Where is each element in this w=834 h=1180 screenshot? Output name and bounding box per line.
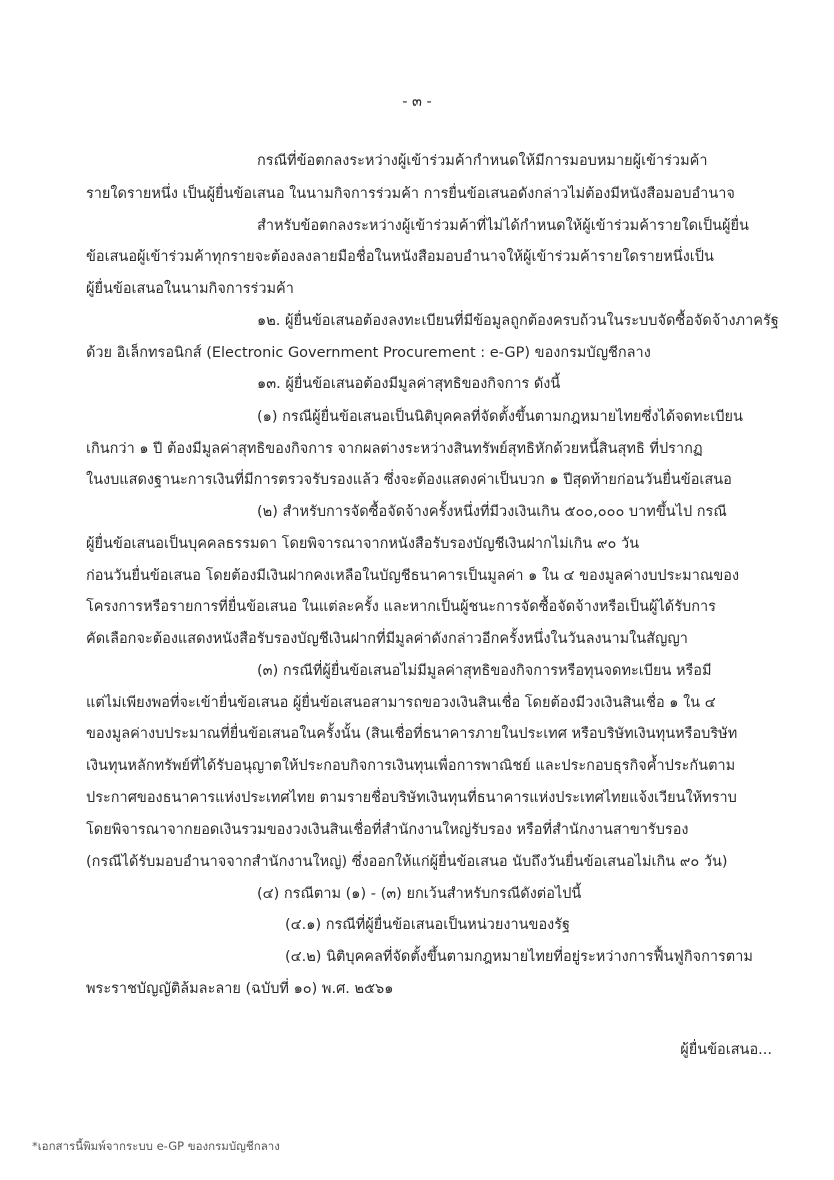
paragraph-line: (๔) กรณีตาม (๑) - (๓) ยกเว้นสำหรับกรณีดังต่อไปนี้ [257, 886, 582, 902]
paragraph-line: ในงบแสดงฐานะการเงินที่มีการตรวจรับรองแล้ว ซึ่งจะต้องแสดงค่าเป็นบวก ๑ ปีสุดท้ายก่อนวันยื่นข้อเสนอ [86, 472, 732, 488]
paragraph-line: แต่ไม่เพียงพอที่จะเข้ายื่นข้อเสนอ ผู้ยื่นข้อเสนอสามารถขอวงเงินสินเชื่อ โดยต้องมีวงเงินสินเชื่อ ๑ ใน ๔ [86, 695, 716, 711]
paragraph-line: ผู้ยื่นข้อเสนอเป็นบุคคลธรรมดา โดยพิจารณาจากหนังสือรับรองบัญชีเงินฝากไม่เกิน ๙๐ วัน [86, 536, 640, 552]
continued-marker: ผู้ยื่นข้อเสนอ... [680, 1042, 772, 1058]
paragraph-line: ผู้ยื่นข้อเสนอในนามกิจการร่วมค้า [86, 281, 294, 297]
paragraph-line: โครงการหรือรายการที่ยื่นข้อเสนอ ในแต่ละครั้ง และหากเป็นผู้ชนะการจัดซื้อจัดจ้างหรือเป็นผู้ได้รับการ [86, 599, 716, 615]
paragraph-line: ๑๒. ผู้ยื่นข้อเสนอต้องลงทะเบียนที่มีข้อมูลถูกต้องครบถ้วนในระบบจัดซื้อจัดจ้างภาครัฐ [257, 313, 779, 329]
paragraph-line: ๑๓. ผู้ยื่นข้อเสนอต้องมีมูลค่าสุทธิของกิจการ ดังนี้ [257, 376, 561, 392]
paragraph-line: กรณีที่ข้อตกลงระหว่างผู้เข้าร่วมค้ากำหนดให้มีการมอบหมายผู้เข้าร่วมค้า [257, 153, 708, 169]
paragraph-line: (กรณีได้รับมอบอำนาจจากสำนักงานใหญ่) ซึ่งออกให้แก่ผู้ยื่นข้อเสนอ นับถึงวันยื่นข้อเสนอไม่เกิน ๙๐ วัน) [86, 854, 728, 870]
paragraph-line: พระราชบัญญัติล้มละลาย (ฉบับที่ ๑๐) พ.ศ. ๒๕๖๑ [86, 981, 394, 997]
paragraph-line: (๔.๑) กรณีที่ผู้ยื่นข้อเสนอเป็นหน่วยงานของรัฐ [285, 917, 571, 933]
paragraph-line: (๒) สำหรับการจัดซื้อจัดจ้างครั้งหนึ่งที่มีวงเงินเกิน ๕๐๐,๐๐๐ บาทขึ้นไป กรณี [257, 504, 727, 520]
paragraph-line: ด้วย อิเล็กทรอนิกส์ (Electronic Government Procurement : e-GP) ของกรมบัญชีกลาง [86, 345, 651, 361]
paragraph-line: ประกาศของธนาคารแห่งประเทศไทย ตามรายชื่อบริษัทเงินทุนที่ธนาคารแห่งประเทศไทยแจ้งเวียนให้ทราบ [86, 790, 737, 806]
footer-note: *เอกสารนี้พิมพ์จากระบบ e-GP ของกรมบัญชีกลาง [32, 1139, 280, 1153]
paragraph-line: โดยพิจารณาจากยอดเงินรวมของวงเงินสินเชื่อที่สำนักงานใหญ่รับรอง หรือที่สำนักงานสาขารับรอง [86, 822, 689, 838]
page-number: - ๓ - [402, 94, 432, 110]
paragraph-line: เงินทุนหลักทรัพย์ที่ได้รับอนุญาตให้ประกอบกิจการเงินทุนเพื่อการพาณิชย์ และประกอบธุรกิจค้ำประกันตาม [86, 758, 736, 774]
paragraph-line: ข้อเสนอผู้เข้าร่วมค้าทุกรายจะต้องลงลายมือชื่อในหนังสือมอบอำนาจให้ผู้เข้าร่วมค้ารายใดรายหนึ่งเป็น [86, 249, 714, 265]
paragraph-line: สำหรับข้อตกลงระหว่างผู้เข้าร่วมค้าที่ไม่ได้กำหนดให้ผู้เข้าร่วมค้ารายใดเป็นผู้ยื่น [257, 218, 749, 234]
paragraph-line: รายใดรายหนึ่ง เป็นผู้ยื่นข้อเสนอ ในนามกิจการร่วมค้า การยื่นข้อเสนอดังกล่าวไม่ต้องมีหนังสือมอบอำนาจ [86, 186, 735, 202]
paragraph-line: เกินกว่า ๑ ปี ต้องมีมูลค่าสุทธิของกิจการ จากผลต่างระหว่างสินทรัพย์สุทธิหักด้วยหนี้สินสุทธิ ที่ปรากฏ [86, 441, 703, 457]
paragraph-line: (๑) กรณีผู้ยื่นข้อเสนอเป็นนิติบุคคลที่จัดตั้งขึ้นตามกฎหมายไทยซึ่งได้จดทะเบียน [257, 409, 743, 425]
paragraph-line: (๔.๒) นิติบุคคลที่จัดตั้งขึ้นตามกฎหมายไทยที่อยู่ระหว่างการฟื้นฟูกิจการตาม [285, 949, 753, 965]
paragraph-line: ก่อนวันยื่นข้อเสนอ โดยต้องมีเงินฝากคงเหลือในบัญชีธนาคารเป็นมูลค่า ๑ ใน ๔ ของมูลค่างบประมาณของ [86, 568, 740, 584]
paragraph-line: คัดเลือกจะต้องแสดงหนังสือรับรองบัญชีเงินฝากที่มีมูลค่าดังกล่าวอีกครั้งหนึ่งในวันลงนามในสัญญา [86, 631, 688, 647]
paragraph-line: (๓) กรณีที่ผู้ยื่นข้อเสนอไม่มีมูลค่าสุทธิของกิจการหรือทุนจดทะเบียน หรือมี [257, 663, 712, 679]
paragraph-line: ของมูลค่างบประมาณที่ยื่นข้อเสนอในครั้งนั้น (สินเชื่อที่ธนาคารภายในประเทศ หรือบริษัทเงินทุนหรือบริษัท [86, 726, 738, 742]
